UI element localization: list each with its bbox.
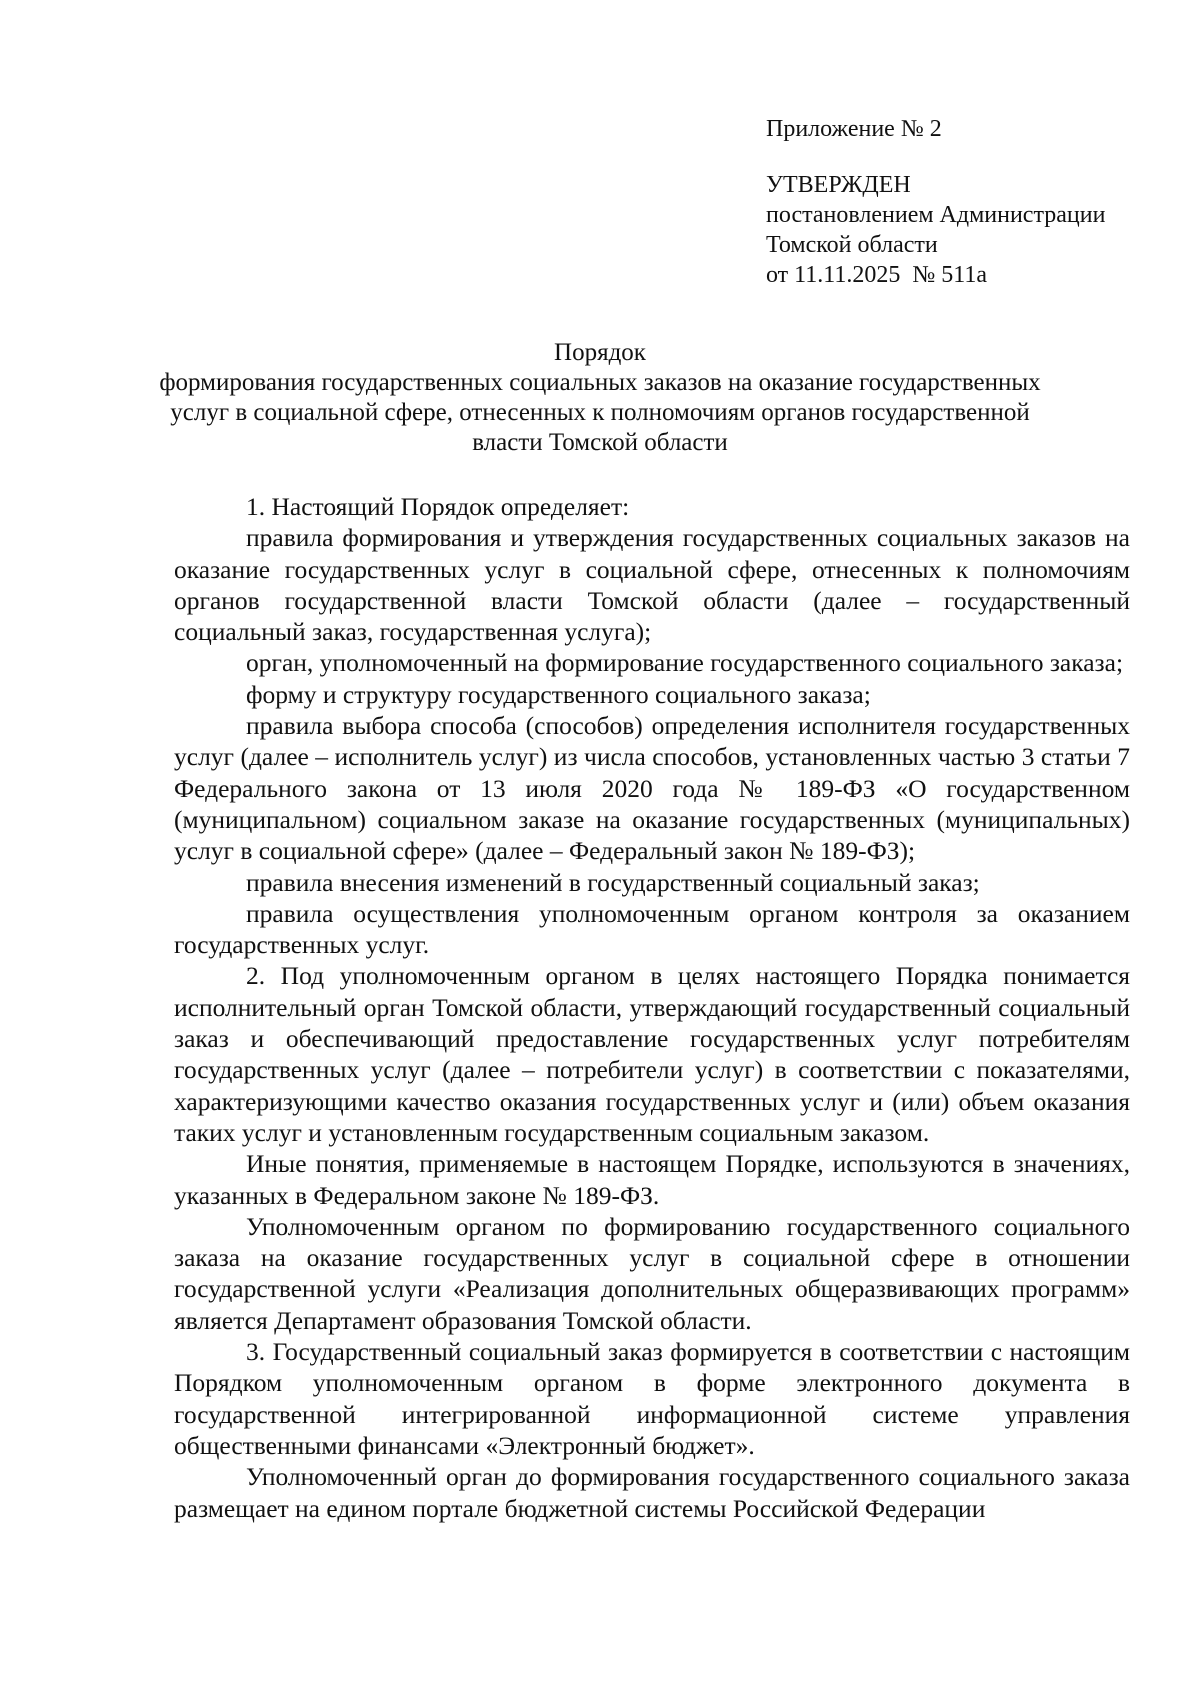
title-line-1: формирования государственных социальных заказов на оказание государственных [159,369,1041,396]
document-body [174,491,1130,1524]
approval-stamp-block [766,170,1105,290]
appendix-number: Приложение № 2 [766,116,942,142]
paragraph-2-definition: 2. Под уполномоченным органом в целях настоящего Порядка понимается исполнительный орган Томской области, утверждающий государственный социальный заказ и обеспечивающий предоставление государственных услуг потребителям государственных услуг (далее – потребители услуг) в соответствии с показателями, характеризующими качество оказания государственных услуг и (или) объем оказания таких услуг и установленным государственным социальным заказом. [174,961,1130,1147]
approved-by-line-2: Томской области [766,232,938,258]
paragraph-1-intro: 1. Настоящий Порядок определяет: [246,492,630,521]
title-word: Порядок [554,339,646,366]
approved-heading: УТВЕРЖДЕН [766,172,911,198]
document-title [0,338,1200,458]
paragraph-control: правила осуществления уполномоченным органом контроля за оказанием государственных услуг. [174,898,1130,960]
paragraph-form-structure: форму и структуру государственного социального заказа; [246,679,871,709]
paragraph-portal-placement: Уполномоченный орган до формирования государственного социального заказа размещает на едином портале бюджетной системы Российской Федерации [174,1462,1130,1523]
paragraph-education-department: Уполномоченным органом по формированию государственного социального заказа на оказание государственных услуг в социальной сфере в отношении государственной услуги «Реализация дополнительных общеразвивающих программ» является Департамент образования Томской области. [174,1211,1130,1335]
paragraph-authorized-organ: орган, уполномоченный на формирование государственного социального заказа; [246,648,1124,678]
paragraph-rules-formation: правила формирования и утверждения государственных социальных заказов на оказание государственных услуг в социальной сфере, отнесенных к полномочиям органов государственной власти Томской области (далее – государственный социальный заказ, государственная услуга); [174,523,1130,647]
appendix-label [766,114,942,144]
approved-by-line-1: постановлением Администрации [766,202,1106,228]
title-line-2: услуг в социальной сфере, отнесенных к полномочиям органов государственной [170,399,1030,426]
paragraph-changes: правила внесения изменений в государственный социальный заказ; [246,867,980,897]
approval-date-number: от 11.11.2025 № 511а [766,262,988,288]
paragraph-executor-selection: правила выбора способа (способов) определения исполнителя государственных услуг (далее – исполнитель услуг) из числа способов, установленных частью 3 статьи 7 Федерального закона от 13 июля 2020 года № 189-ФЗ «О государственном (муниципальном) социальном заказе на оказание государственных (муниципальных) услуг в социальной сфере» (далее – Федеральный закон № 189-ФЗ); [174,711,1130,866]
paragraph-3-formation: 3. Государственный социальный заказ формируется в соответствии с настоящим Порядком уполномоченным органом в форме электронного документа в государственной интегрированной информационной системе управления общественными финансами «Электронный бюджет». [174,1337,1130,1460]
paragraph-other-terms: Иные понятия, применяемые в настоящем Порядке, используются в значениях, указанных в Федеральном законе № 189-ФЗ. [174,1149,1130,1210]
title-line-3: власти Томской области [472,429,728,456]
